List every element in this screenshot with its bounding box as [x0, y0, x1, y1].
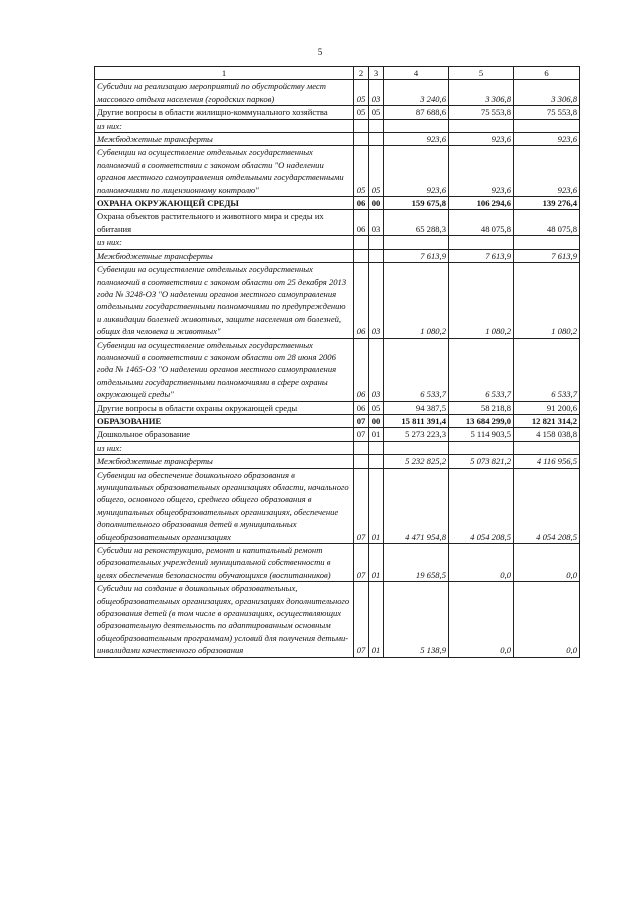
amount-col5-cell: 13 684 299,0: [449, 414, 514, 427]
table-row: [95, 263, 580, 338]
amount-col6-cell: 91 200,6: [514, 401, 580, 414]
amount-col6-cell: 1 080,2: [514, 263, 580, 338]
row-name-cell: Субвенции на осуществление отдельных государственных полномочий в соответствии с законом области от 28 июня 2006 года № 1465-ОЗ "О наделении органов местного самоуправления отдельными государственными полномочиями в сфере охраны окружающей среды": [95, 338, 354, 401]
amount-col6-cell: [514, 236, 580, 249]
table-row: [95, 338, 580, 401]
row-name-cell: Межбюджетные трансферты: [95, 133, 354, 146]
section-code-cell: [354, 249, 369, 262]
amount-col6-cell: 4 116 956,5: [514, 455, 580, 468]
subsection-code-cell: 03: [369, 80, 384, 106]
subsection-code-cell: 05: [369, 106, 384, 119]
amount-col4-cell: 94 387,5: [384, 401, 449, 414]
subsection-code-cell: [369, 133, 384, 146]
amount-col6-cell: [514, 441, 580, 454]
section-code-cell: 05: [354, 146, 369, 197]
section-code-cell: 06: [354, 338, 369, 401]
row-name-cell: Субвенции на осуществление отдельных государственных полномочий в соответствии с законом области от 25 декабря 2013 года № 3248-ОЗ "О наделении органов местного самоуправления отдельными государственными полномочиями по предупреждению и ликвидации болезней животных, защите населения от болезней, общих для человека и животных": [95, 263, 354, 338]
row-name-cell: из них:: [95, 236, 354, 249]
row-name-cell: Субвенции на обеспечение дошкольного образования в муниципальных образовательных организациях области, начального общего, основного общего, среднего общего образования в муниципальных общеобразовательных организациях, обеспечение дополнительного образования детей в муниципальных общеобразовательных организациях: [95, 468, 354, 543]
section-code-cell: 07: [354, 544, 369, 582]
row-name-cell: Субсидии на создание в дошкольных образовательных, общеобразовательных организациях, организациях дополнительного образования детей (в том числе в организациях, осуществляющих образовательную деятельность по адаптированным основным общеобразовательным программам) условий для получения детьми-инвалидами качественного образования: [95, 582, 354, 657]
budget-table: [94, 66, 580, 658]
section-code-cell: [354, 119, 369, 132]
table-row: [95, 146, 580, 197]
amount-col6-cell: 48 075,8: [514, 210, 580, 236]
amount-col5-cell: 75 553,8: [449, 106, 514, 119]
section-code-cell: 07: [354, 414, 369, 427]
amount-col4-cell: [384, 236, 449, 249]
amount-col4-cell: 7 613,9: [384, 249, 449, 262]
amount-col5-cell: 3 306,8: [449, 80, 514, 106]
table-header-row: [95, 67, 580, 80]
amount-col4-cell: 87 688,6: [384, 106, 449, 119]
header-cell: 4: [384, 67, 449, 80]
amount-col4-cell: 65 288,3: [384, 210, 449, 236]
amount-col4-cell: 4 471 954,8: [384, 468, 449, 543]
header-cell: 5: [449, 67, 514, 80]
amount-col4-cell: 1 080,2: [384, 263, 449, 338]
amount-col4-cell: 923,6: [384, 146, 449, 197]
row-name-cell: Межбюджетные трансферты: [95, 455, 354, 468]
amount-col6-cell: 923,6: [514, 133, 580, 146]
subsection-code-cell: 01: [369, 468, 384, 543]
section-code-cell: 06: [354, 197, 369, 210]
row-name-cell: Охрана объектов растительного и животного мира и среды их обитания: [95, 210, 354, 236]
amount-col6-cell: 0,0: [514, 544, 580, 582]
amount-col6-cell: 7 613,9: [514, 249, 580, 262]
row-name-cell: Межбюджетные трансферты: [95, 249, 354, 262]
amount-col5-cell: 7 613,9: [449, 249, 514, 262]
subsection-code-cell: 03: [369, 210, 384, 236]
amount-col6-cell: 6 533,7: [514, 338, 580, 401]
table-row: [95, 468, 580, 543]
amount-col4-cell: 923,6: [384, 133, 449, 146]
amount-col6-cell: 12 821 314,2: [514, 414, 580, 427]
subsection-code-cell: [369, 441, 384, 454]
subsection-code-cell: [369, 455, 384, 468]
subsection-code-cell: [369, 249, 384, 262]
row-name-cell: Другие вопросы в области охраны окружающей среды: [95, 401, 354, 414]
table-row: [95, 249, 580, 262]
amount-col4-cell: 5 138,9: [384, 582, 449, 657]
amount-col5-cell: 4 054 208,5: [449, 468, 514, 543]
table-row: [95, 414, 580, 427]
row-name-cell: Субсидии на реконструкцию, ремонт и капитальный ремонт образовательных учреждений муниципальной собственности в целях обеспечения безопасности обучающихся (воспитанников): [95, 544, 354, 582]
amount-col6-cell: 75 553,8: [514, 106, 580, 119]
table-row: [95, 441, 580, 454]
amount-col5-cell: 5 073 821,2: [449, 455, 514, 468]
table-row: [95, 236, 580, 249]
amount-col4-cell: 6 533,7: [384, 338, 449, 401]
row-name-cell: Субсидии на реализацию мероприятий по обустройству мест массового отдыха населения (городских парков): [95, 80, 354, 106]
table-row: [95, 401, 580, 414]
amount-col5-cell: 0,0: [449, 544, 514, 582]
amount-col6-cell: 923,6: [514, 146, 580, 197]
section-code-cell: [354, 441, 369, 454]
amount-col5-cell: [449, 441, 514, 454]
amount-col5-cell: 106 294,6: [449, 197, 514, 210]
table-row: [95, 582, 580, 657]
amount-col4-cell: 159 675,8: [384, 197, 449, 210]
table-row: [95, 106, 580, 119]
amount-col5-cell: 923,6: [449, 146, 514, 197]
subsection-code-cell: 03: [369, 263, 384, 338]
amount-col6-cell: 0,0: [514, 582, 580, 657]
section-code-cell: [354, 455, 369, 468]
row-name-cell: Дошкольное образование: [95, 428, 354, 441]
amount-col6-cell: 139 276,4: [514, 197, 580, 210]
amount-col5-cell: [449, 119, 514, 132]
table-row: [95, 428, 580, 441]
section-code-cell: 06: [354, 263, 369, 338]
subsection-code-cell: 01: [369, 428, 384, 441]
amount-col4-cell: 15 811 391,4: [384, 414, 449, 427]
row-name-cell: из них:: [95, 441, 354, 454]
amount-col5-cell: 5 114 903,5: [449, 428, 514, 441]
amount-col5-cell: 58 218,8: [449, 401, 514, 414]
subsection-code-cell: 01: [369, 544, 384, 582]
amount-col6-cell: 4 158 038,8: [514, 428, 580, 441]
table-row: [95, 210, 580, 236]
amount-col5-cell: 1 080,2: [449, 263, 514, 338]
amount-col5-cell: [449, 236, 514, 249]
section-code-cell: 06: [354, 401, 369, 414]
table-row: [95, 133, 580, 146]
section-code-cell: [354, 133, 369, 146]
row-name-cell: ОБРАЗОВАНИЕ: [95, 414, 354, 427]
section-code-cell: 07: [354, 582, 369, 657]
amount-col6-cell: 3 306,8: [514, 80, 580, 106]
section-code-cell: 07: [354, 468, 369, 543]
section-code-cell: 06: [354, 210, 369, 236]
amount-col4-cell: 19 658,5: [384, 544, 449, 582]
header-cell: 6: [514, 67, 580, 80]
subsection-code-cell: 03: [369, 338, 384, 401]
section-code-cell: 05: [354, 80, 369, 106]
amount-col6-cell: [514, 119, 580, 132]
subsection-code-cell: 00: [369, 197, 384, 210]
amount-col4-cell: 3 240,6: [384, 80, 449, 106]
amount-col5-cell: 6 533,7: [449, 338, 514, 401]
row-name-cell: из них:: [95, 119, 354, 132]
amount-col5-cell: 923,6: [449, 133, 514, 146]
section-code-cell: 07: [354, 428, 369, 441]
amount-col5-cell: 0,0: [449, 582, 514, 657]
row-name-cell: Субвенции на осуществление отдельных государственных полномочий в соответствии с законом области "О наделении органов местного самоуправления отдельными государственными полномочиями по лицензионному контролю": [95, 146, 354, 197]
amount-col5-cell: 48 075,8: [449, 210, 514, 236]
header-cell: 1: [95, 67, 354, 80]
row-name-cell: ОХРАНА ОКРУЖАЮЩЕЙ СРЕДЫ: [95, 197, 354, 210]
header-cell: 3: [369, 67, 384, 80]
subsection-code-cell: 01: [369, 582, 384, 657]
row-name-cell: Другие вопросы в области жилищно-коммунального хозяйства: [95, 106, 354, 119]
header-cell: 2: [354, 67, 369, 80]
amount-col4-cell: 5 232 825,2: [384, 455, 449, 468]
amount-col4-cell: [384, 441, 449, 454]
table-row: [95, 455, 580, 468]
subsection-code-cell: [369, 236, 384, 249]
amount-col4-cell: 5 273 223,3: [384, 428, 449, 441]
page-number: 5: [317, 47, 323, 57]
subsection-code-cell: [369, 119, 384, 132]
subsection-code-cell: 05: [369, 146, 384, 197]
subsection-code-cell: 05: [369, 401, 384, 414]
section-code-cell: 05: [354, 106, 369, 119]
table-row: [95, 197, 580, 210]
subsection-code-cell: 00: [369, 414, 384, 427]
table-row: [95, 80, 580, 106]
amount-col6-cell: 4 054 208,5: [514, 468, 580, 543]
section-code-cell: [354, 236, 369, 249]
amount-col4-cell: [384, 119, 449, 132]
table-row: [95, 119, 580, 132]
table-row: [95, 544, 580, 582]
